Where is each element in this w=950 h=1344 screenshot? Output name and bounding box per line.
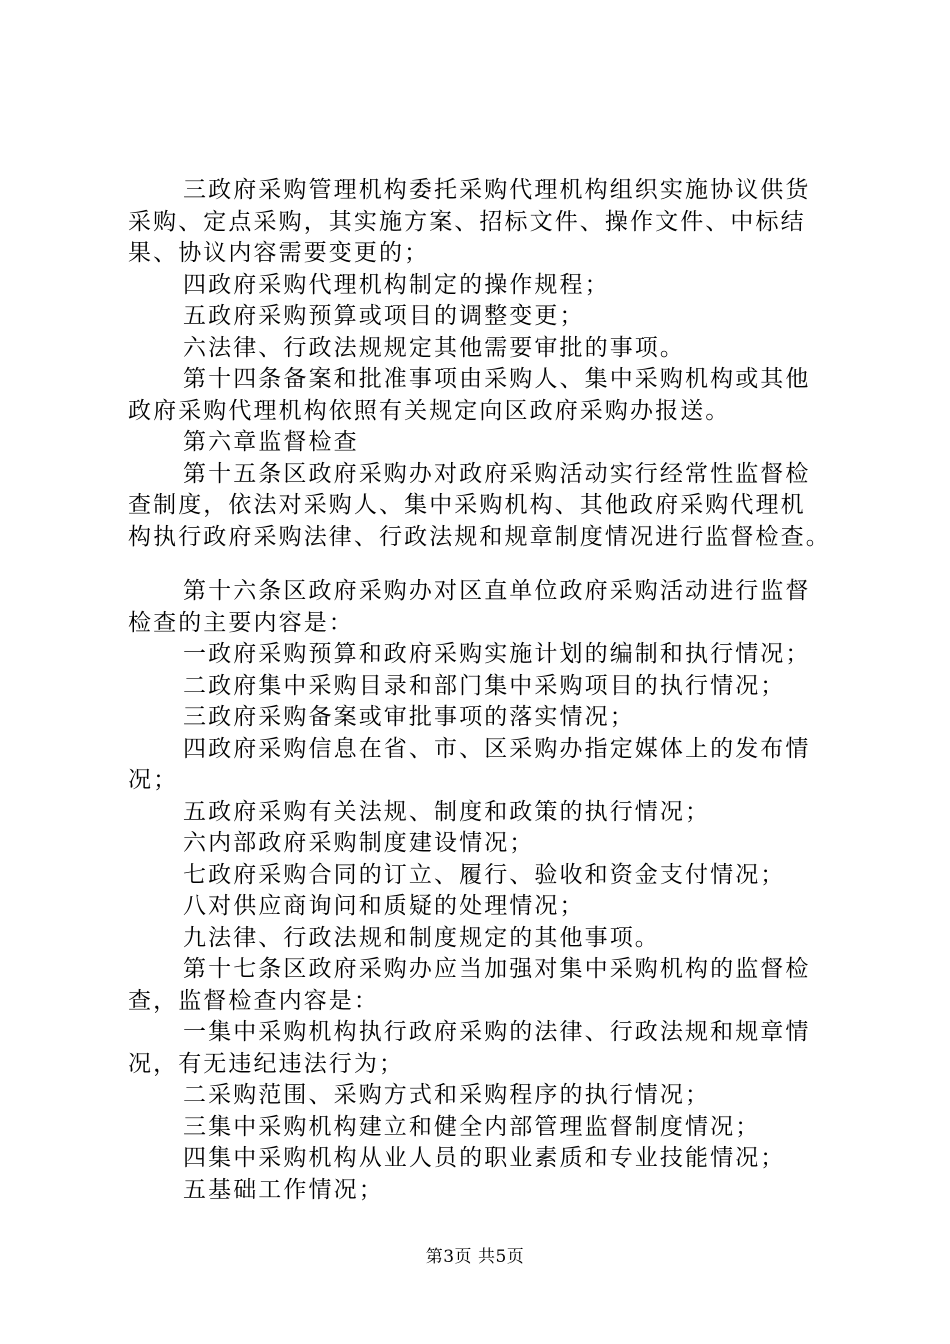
text-line: 七政府采购合同的订立、履行、验收和资金支付情况； xyxy=(183,861,786,888)
text-line: 三政府采购管理机构委托采购代理机构组织实施协议供货 xyxy=(183,177,811,203)
text-line: 五基础工作情况； xyxy=(183,1176,384,1203)
text-line: 第十四条备案和批准事项由采购人、集中采购机构或其他 xyxy=(183,366,811,392)
chapter-heading: 第六章监督检查 xyxy=(183,429,359,455)
text-line: 二政府集中采购目录和部门集中采购项目的执行情况； xyxy=(183,672,786,699)
text-line: 五政府采购有关法规、制度和政策的执行情况； xyxy=(183,798,711,825)
text-line: 第十五条区政府采购办对政府采购活动实行经常性监督检 xyxy=(183,460,811,487)
text-line: 查制度，依法对采购人、集中采购机构、其他政府采购代理机 xyxy=(128,492,806,518)
text-line: 四政府采购信息在省、市、区采购办指定媒体上的发布情 xyxy=(183,735,811,762)
text-line: 政府采购代理机构依照有关规定向区政府采购办报送。 xyxy=(128,397,731,424)
text-line: 三政府采购备案或审批事项的落实情况； xyxy=(183,704,635,730)
text-line: 二采购范围、采购方式和采购程序的执行情况； xyxy=(183,1082,711,1108)
text-line: 一政府采购预算和政府采购实施计划的编制和执行情况； xyxy=(183,641,811,667)
text-line: 六法律、行政法规规定其他需要审批的事项。 xyxy=(183,334,685,361)
text-line: 构执行政府采购法律、行政法规和规章制度情况进行监督检查。 xyxy=(128,523,831,550)
text-line: 四集中采购机构从业人员的职业素质和专业技能情况； xyxy=(183,1145,786,1171)
text-line: 查，监督检查内容是： xyxy=(128,987,379,1014)
text-line: 第十七条区政府采购办应当加强对集中采购机构的监督检 xyxy=(183,956,811,982)
text-line: 六内部政府采购制度建设情况； xyxy=(183,830,535,856)
text-line: 第十六条区政府采购办对区直单位政府采购活动进行监督 xyxy=(183,578,811,604)
page-number-footer: 第3页 共5页 xyxy=(425,1247,525,1267)
text-line: 九法律、行政法规和制度规定的其他事项。 xyxy=(183,924,660,951)
text-line: 果、协议内容需要变更的； xyxy=(128,240,430,266)
text-line: 况； xyxy=(128,767,179,793)
text-line: 八对供应商询问和质疑的处理情况； xyxy=(183,893,585,919)
document-body xyxy=(128,175,838,1206)
text-line: 三集中采购机构建立和健全内部管理监督制度情况； xyxy=(183,1113,761,1140)
text-line: 四政府采购代理机构制定的操作规程； xyxy=(183,271,610,298)
text-line: 检查的主要内容是： xyxy=(128,609,354,636)
text-line: 一集中采购机构执行政府采购的法律、行政法规和规章情 xyxy=(183,1019,811,1045)
text-line: 况，有无违纪违法行为； xyxy=(128,1050,405,1077)
text-line: 采购、定点采购，其实施方案、招标文件、操作文件、中标结 xyxy=(128,208,806,235)
text-line: 五政府采购预算或项目的调整变更； xyxy=(183,303,585,329)
